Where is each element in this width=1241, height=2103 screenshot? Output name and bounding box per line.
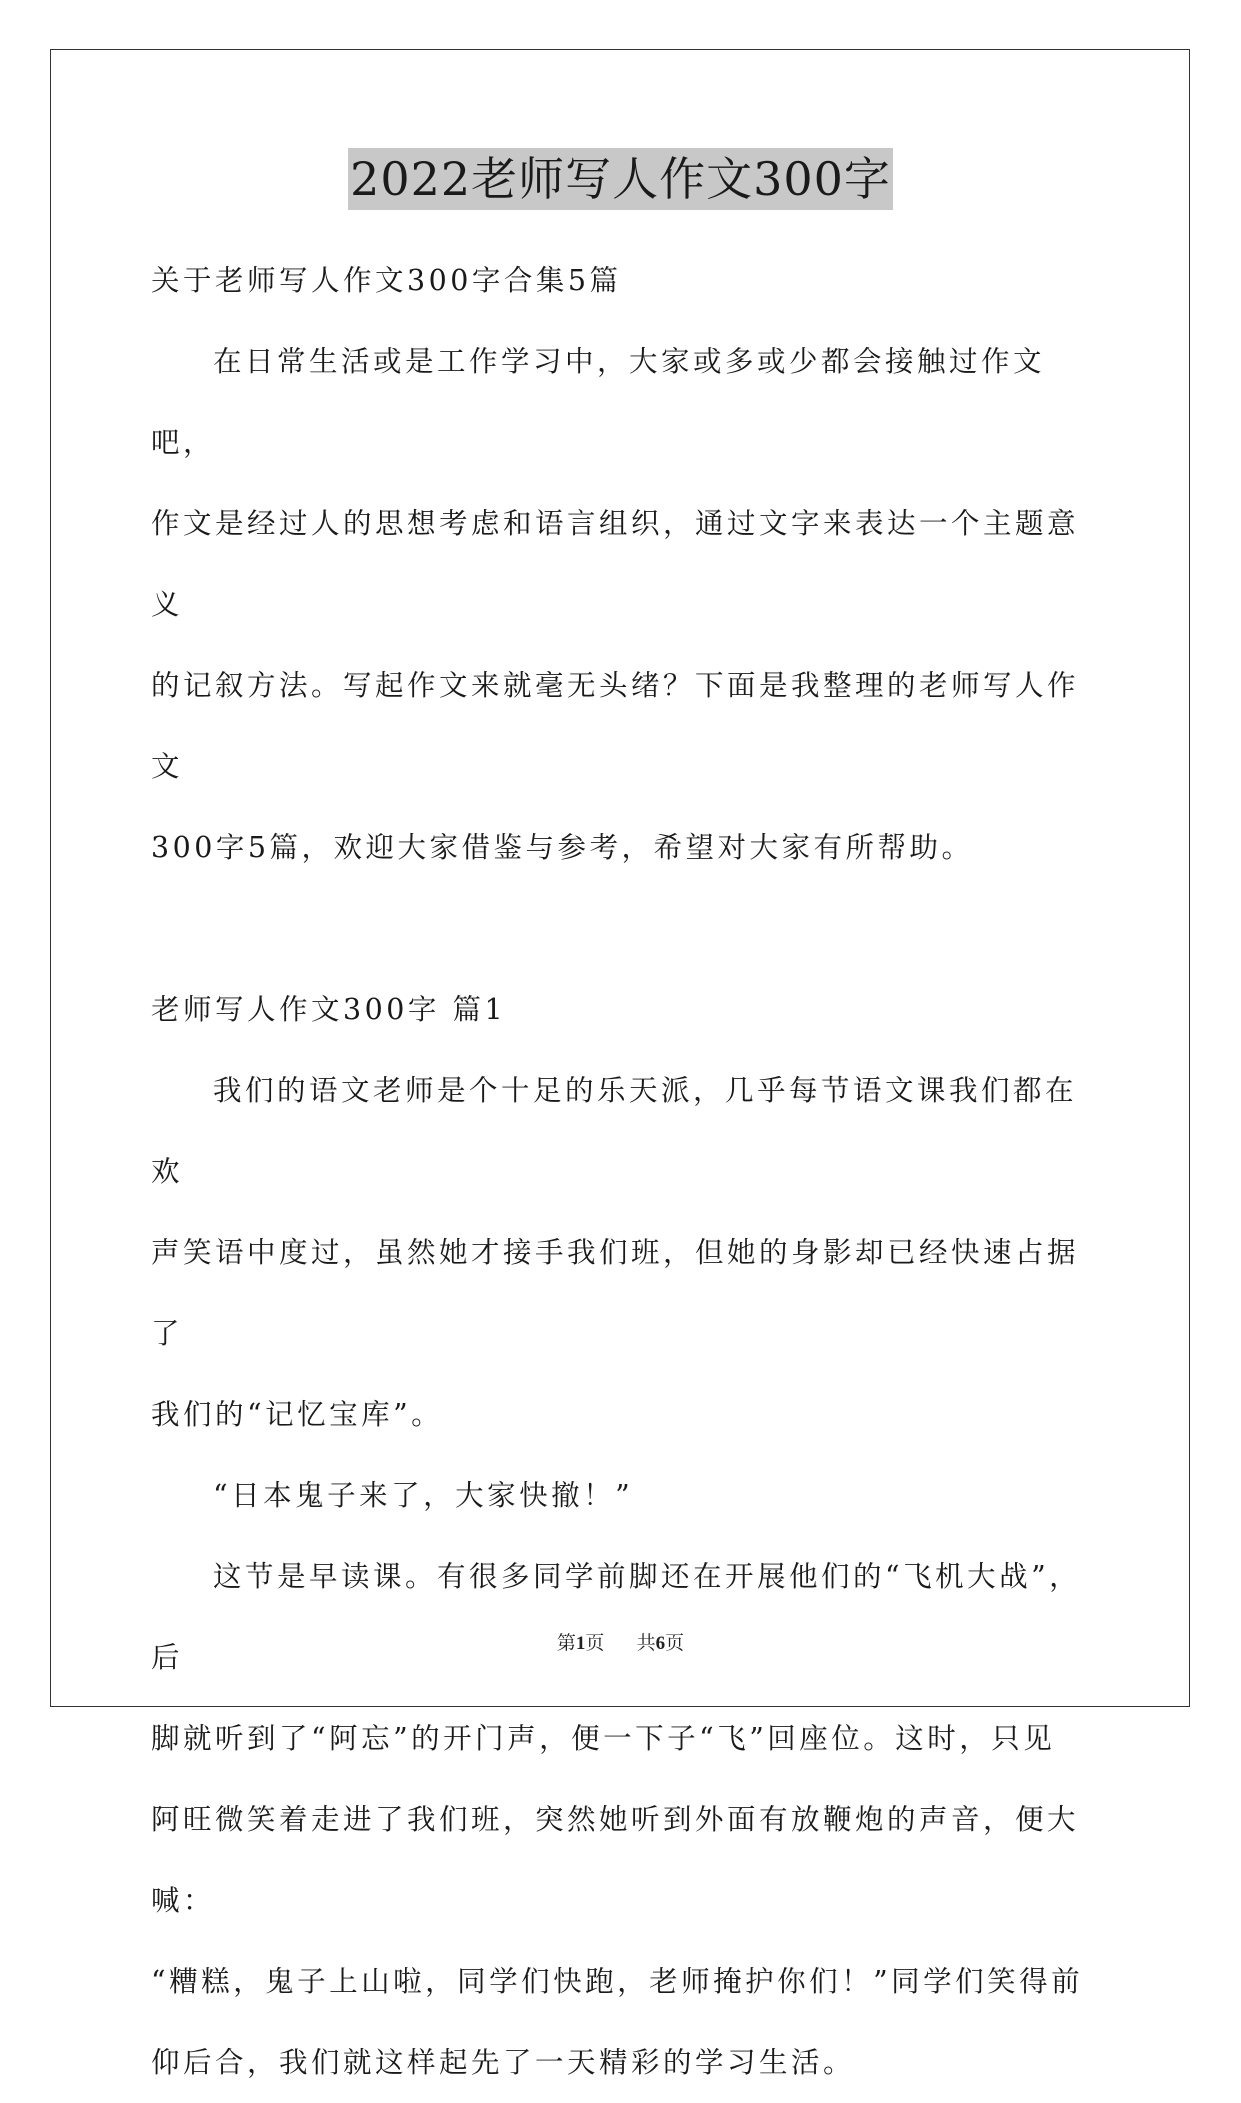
total-suffix: 页 xyxy=(665,1632,685,1654)
paragraph-line: 阿旺微笑着走进了我们班，突然她听到外面有放鞭炮的声音，便大喊： xyxy=(151,1803,1080,1917)
total-prefix: 共 xyxy=(636,1632,656,1654)
paragraph-line: 我们的“记忆宝库”。 xyxy=(151,1398,444,1431)
section-heading: 老师写人作文300字 篇1 xyxy=(151,993,507,1026)
blank-line xyxy=(151,888,1091,969)
paragraph-line: 脚就听到了“阿忘”的开门声，便一下子“飞”回座位。这时，只见 xyxy=(151,1722,1056,1755)
intro-line: 的记叙方法。写起作文来就毫无头绪？下面是我整理的老师写人作文 xyxy=(151,669,1080,783)
page-footer xyxy=(0,1628,1241,1655)
intro-line: 在日常生活或是工作学习中，大家或多或少都会接触过作文吧， xyxy=(151,345,1046,459)
total-page-count: 6 xyxy=(655,1633,666,1654)
paragraph-line: 我们的语文老师是个十足的乐天派，几乎每节语文课我们都在欢 xyxy=(151,1074,1078,1188)
paragraph-line: 这节是早读课。有很多同学前脚还在开展他们的“飞机大战”，后 xyxy=(151,1560,1082,1674)
document-body xyxy=(151,240,1091,2103)
page-prefix: 第 xyxy=(556,1632,576,1654)
intro-line: 300字5篇，欢迎大家借鉴与参考，希望对大家有所帮助。 xyxy=(151,831,974,864)
paragraph-line: 声笑语中度过，虽然她才接手我们班，但她的身影却已经快速占据了 xyxy=(151,1236,1080,1350)
collection-subtitle: 关于老师写人作文300字合集5篇 xyxy=(151,264,622,297)
quote-line: “日本鬼子来了，大家快撤！” xyxy=(213,1479,634,1512)
page-suffix: 页 xyxy=(585,1632,605,1654)
intro-line: 作文是经过人的思想考虑和语言组织，通过文字来表达一个主题意义 xyxy=(151,507,1080,621)
paragraph-line: “糟糕，鬼子上山啦，同学们快跑，老师掩护你们！”同学们笑得前 xyxy=(151,1965,1084,1998)
document-title xyxy=(0,148,1241,210)
current-page-number: 1 xyxy=(575,1633,586,1654)
paragraph-line: 仰后合，我们就这样起先了一天精彩的学习生活。 xyxy=(151,2046,856,2079)
document-title-text: 2022老师写人作文300字 xyxy=(348,148,893,210)
